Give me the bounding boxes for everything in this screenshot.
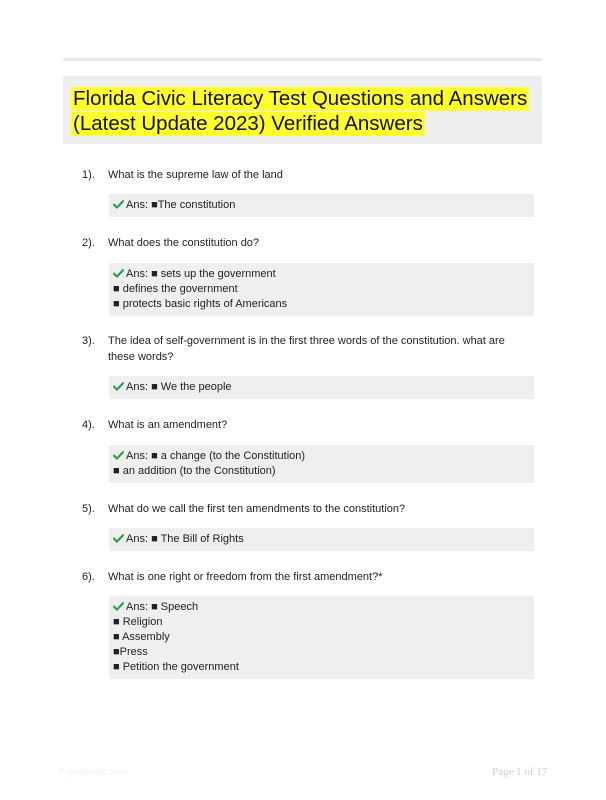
- check-icon: [113, 269, 124, 278]
- check-icon: [113, 534, 124, 543]
- question-number: 1).: [82, 169, 95, 181]
- answer-line: ■Press: [113, 646, 148, 658]
- answer-line: Ans: ■The constitution: [113, 198, 534, 213]
- question-text: What is the supreme law of the land: [108, 169, 283, 181]
- answer-box: [109, 376, 534, 399]
- answer-line: Ans: ■ a change (to the Constitution): [113, 449, 534, 464]
- check-icon: [113, 451, 124, 460]
- footer-watermark: Paperwork.com: [58, 767, 128, 778]
- check-icon: [113, 382, 124, 391]
- check-icon: [113, 602, 124, 611]
- answer-line: Ans: ■ sets up the government: [113, 267, 534, 282]
- answer-line: ■ Assembly: [113, 631, 170, 643]
- answer-line: Ans: ■ Speech: [113, 600, 534, 615]
- question-text: What does the constitution do?: [108, 237, 260, 249]
- answer-box: [109, 445, 534, 483]
- question-text: What is one right or freedom from the first amendment?*: [108, 571, 383, 583]
- question-text: What is an amendment?: [108, 419, 228, 431]
- question-number: 5).: [82, 503, 95, 515]
- question-text: What do we call the first ten amendments to the constitution?: [108, 503, 406, 515]
- top-divider: [63, 58, 542, 61]
- answer-line: ■ defines the government: [113, 283, 238, 295]
- title-highlight: Florida Civic Literacy Test Questions and Answers (Latest Update 2023) Verified Answers: [73, 87, 528, 135]
- page-number: Page 1 of 17: [492, 766, 548, 778]
- answer-line: ■ an addition (to the Constitution): [113, 465, 276, 477]
- question-number: 2).: [82, 237, 95, 249]
- question-number: 3).: [82, 335, 95, 347]
- answer-box: [109, 263, 534, 316]
- answer-box: [109, 596, 534, 679]
- question-number: 6).: [82, 571, 95, 583]
- answer-box: [109, 194, 534, 217]
- question-number: 4).: [82, 419, 95, 431]
- answer-line: ■ Religion: [113, 616, 163, 628]
- answer-line: Ans: ■ We the people: [113, 380, 534, 395]
- question-text: The idea of self-government is in the first three words of the constitution. what are these words?: [108, 335, 505, 363]
- answer-line: ■ protects basic rights of Americans: [113, 298, 288, 310]
- answer-line: ■ Petition the government: [113, 661, 239, 673]
- answer-box: [109, 528, 534, 551]
- check-icon: [113, 200, 124, 209]
- document-title: [71, 86, 536, 136]
- answer-line: Ans: ■ The Bill of Rights: [113, 532, 534, 547]
